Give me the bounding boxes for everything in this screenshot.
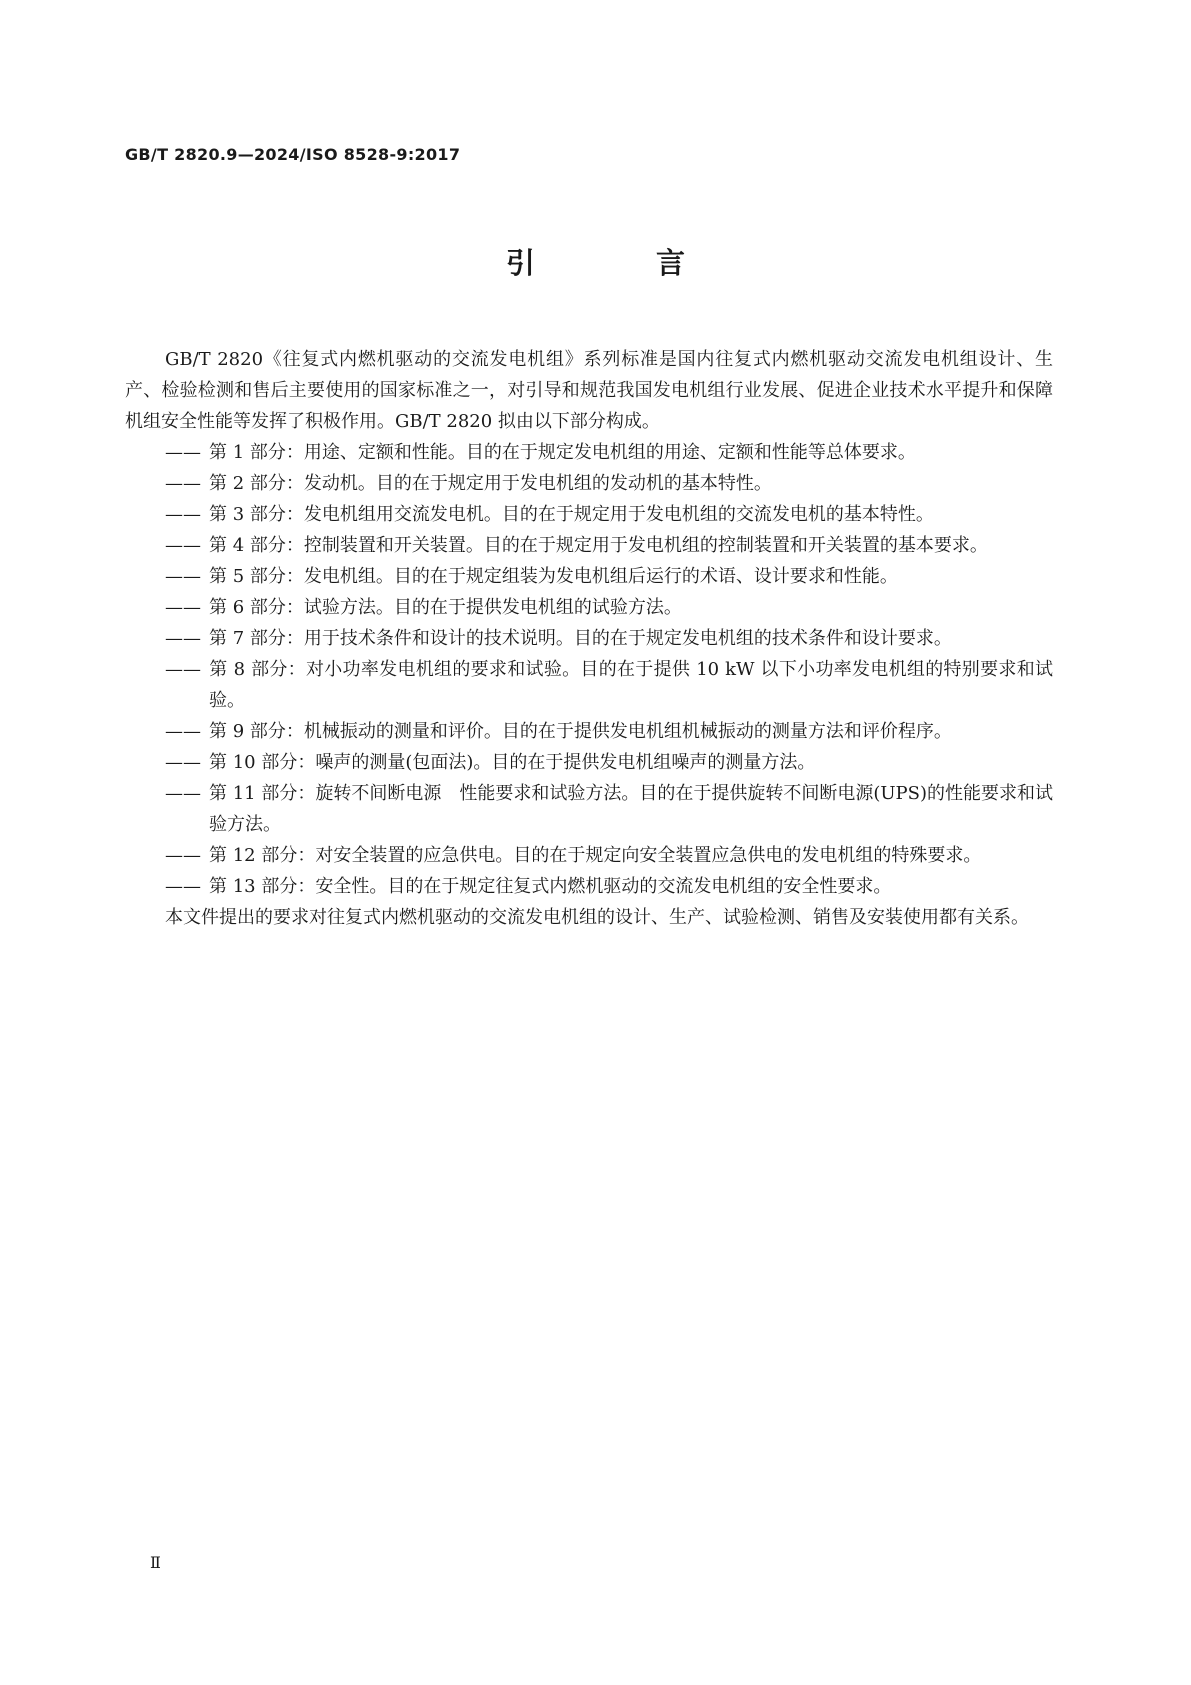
- introduction-body: [125, 344, 1053, 933]
- list-dash: ——: [165, 597, 201, 618]
- list-item-part-9: [125, 716, 1053, 747]
- page-number: Ⅱ: [150, 1553, 161, 1572]
- part-text: 第 1 部分：用途、定额和性能。目的在于规定发电机组的用途、定额和性能等总体要求。: [209, 442, 916, 463]
- list-dash: ——: [165, 473, 201, 494]
- list-dash: ——: [165, 535, 201, 556]
- list-dash: ——: [165, 659, 201, 680]
- parts-list: [125, 437, 1053, 902]
- list-item-part-13: [125, 871, 1053, 902]
- list-item-part-7: [125, 623, 1053, 654]
- list-item-part-12: [125, 840, 1053, 871]
- part-text: 第 8 部分：对小功率发电机组的要求和试验。目的在于提供 10 kW 以下小功率发电机组的特别要求和试验。: [209, 659, 1053, 711]
- list-item-part-8: [125, 654, 1053, 716]
- list-dash: ——: [165, 845, 201, 866]
- part-text: 第 9 部分：机械振动的测量和评价。目的在于提供发电机组机械振动的测量方法和评价程序。: [209, 721, 952, 742]
- list-dash: ——: [165, 566, 201, 587]
- list-item-part-3: [125, 499, 1053, 530]
- part-text: 第 5 部分：发电机组。目的在于规定组装为发电机组后运行的术语、设计要求和性能。: [209, 566, 898, 587]
- list-dash: ——: [165, 721, 201, 742]
- list-item-part-11: [125, 778, 1053, 840]
- part-text: 第 7 部分：用于技术条件和设计的技术说明。目的在于规定发电机组的技术条件和设计要求。: [209, 628, 952, 649]
- list-item-part-4: [125, 530, 1053, 561]
- standard-code-header: GB/T 2820.9—2024/ISO 8528-9:2017: [125, 145, 461, 164]
- list-item-part-1: [125, 437, 1053, 468]
- part-text: 第 4 部分：控制装置和开关装置。目的在于规定用于发电机组的控制装置和开关装置的基本要求。: [209, 535, 988, 556]
- part-text: 第 13 部分：安全性。目的在于规定往复式内燃机驱动的交流发电机组的安全性要求。: [209, 876, 892, 897]
- part-text: 第 11 部分：旋转不间断电源 性能要求和试验方法。目的在于提供旋转不间断电源(UPS)的性能要求和试验方法。: [209, 783, 1054, 835]
- list-dash: ——: [165, 442, 201, 463]
- list-dash: ——: [165, 504, 201, 525]
- list-dash: ——: [165, 783, 201, 804]
- part-text: 第 2 部分：发动机。目的在于规定用于发电机组的发动机的基本特性。: [209, 473, 772, 494]
- page-title: 引 言: [505, 246, 731, 280]
- closing-paragraph: 本文件提出的要求对往复式内燃机驱动的交流发电机组的设计、生产、试验检测、销售及安装使用都有关系。: [165, 907, 1029, 928]
- list-dash: ——: [165, 628, 201, 649]
- list-dash: ——: [165, 752, 201, 773]
- list-item-part-2: [125, 468, 1053, 499]
- list-item-part-10: [125, 747, 1053, 778]
- part-text: 第 10 部分：噪声的测量(包面法)。目的在于提供发电机组噪声的测量方法。: [209, 752, 816, 773]
- list-dash: ——: [165, 876, 201, 897]
- list-item-part-6: [125, 592, 1053, 623]
- part-text: 第 6 部分：试验方法。目的在于提供发电机组的试验方法。: [209, 597, 682, 618]
- part-text: 第 3 部分：发电机组用交流发电机。目的在于规定用于发电机组的交流发电机的基本特性。: [209, 504, 934, 525]
- part-text: 第 12 部分：对安全装置的应急供电。目的在于规定向安全装置应急供电的发电机组的特殊要求。: [209, 845, 982, 866]
- list-item-part-5: [125, 561, 1053, 592]
- intro-paragraph: GB/T 2820《往复式内燃机驱动的交流发电机组》系列标准是国内往复式内燃机驱动交流发电机组设计、生产、检验检测和售后主要使用的国家标准之一，对引导和规范我国发电机组行业发展、促进企业技术水平提升和保障机组安全性能等发挥了积极作用。GB/T 2820 拟由以下部分构成。: [125, 349, 1053, 432]
